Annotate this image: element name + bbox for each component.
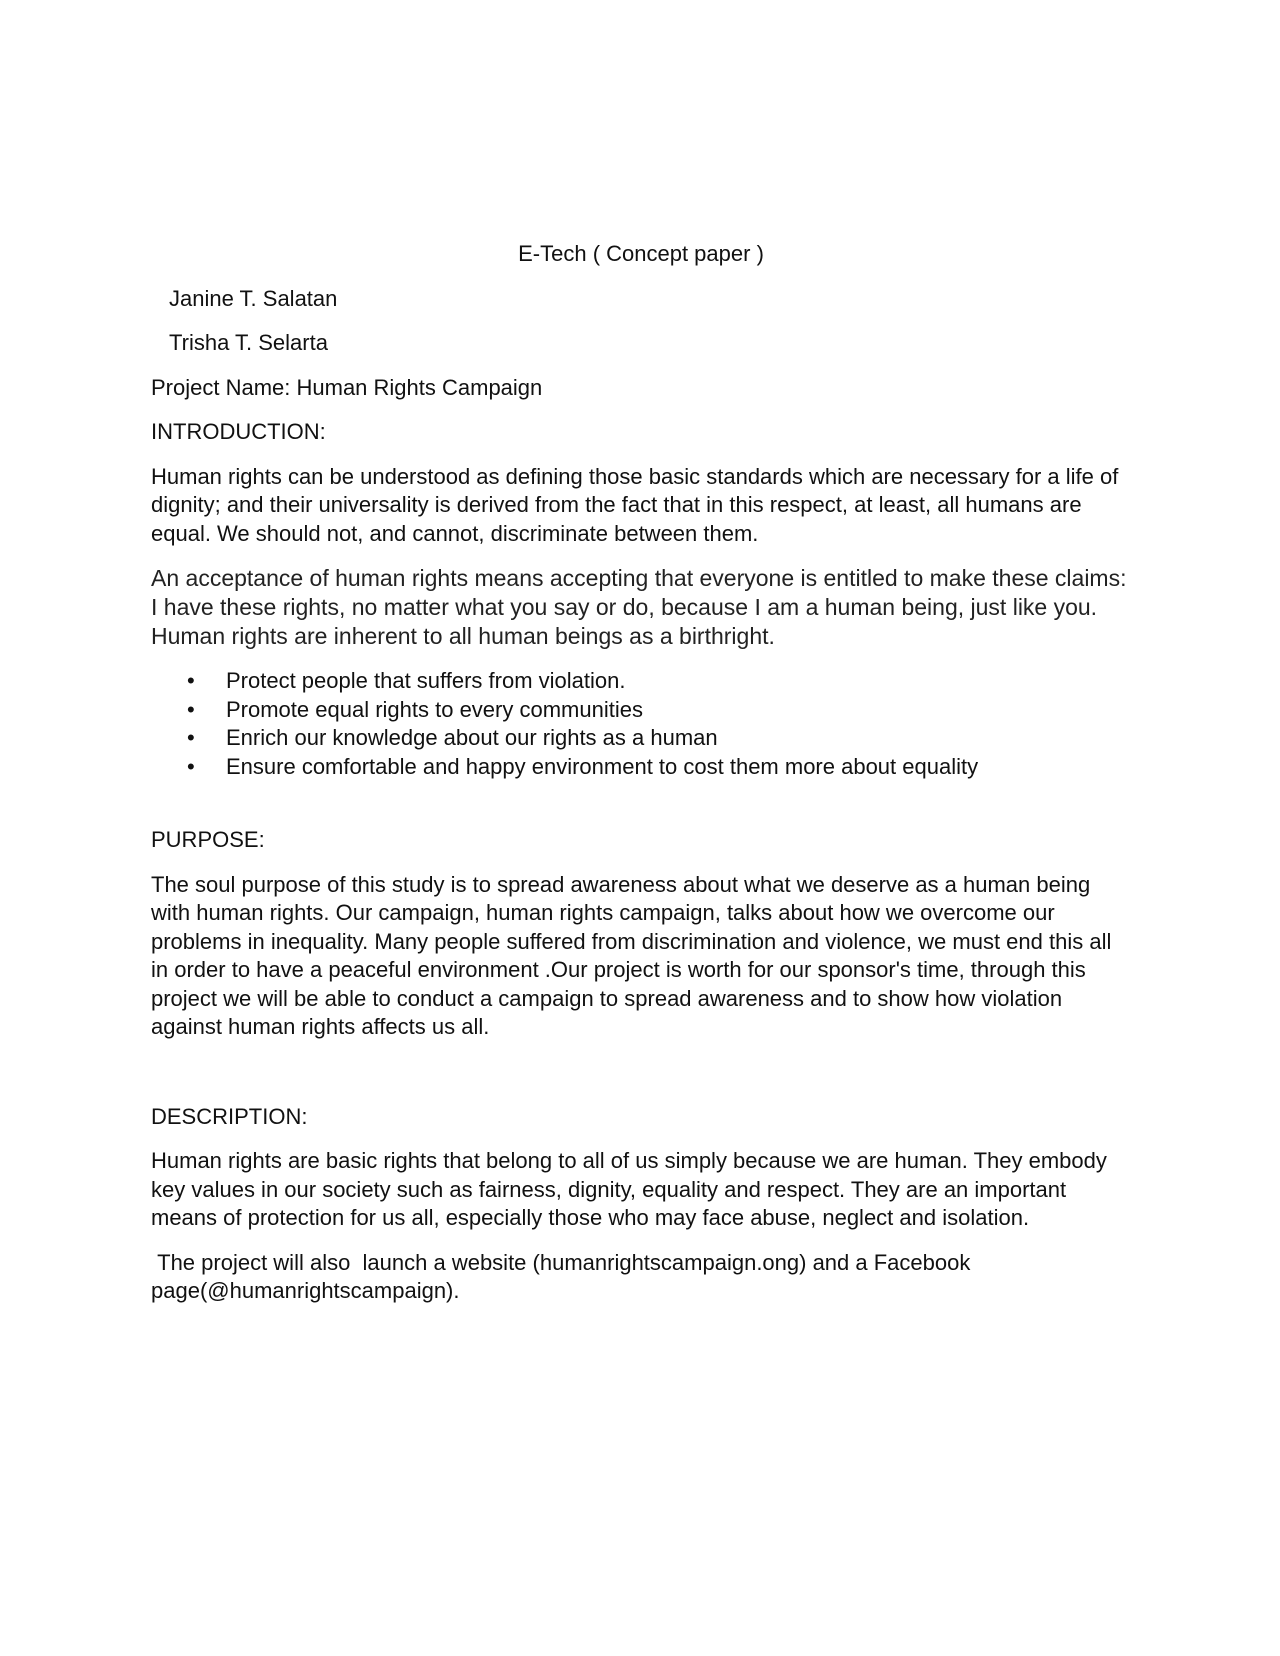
list-item-text: Promote equal rights to every communities [226,696,643,722]
bullet-icon: • [187,753,195,779]
description-heading: DESCRIPTION: [151,1103,308,1129]
list-item-text: Enrich our knowledge about our rights as a human [226,725,718,750]
purpose-paragraph: The soul purpose of this study is to spread awareness about what we deserve as a human being with human rights. Our campaign, human rights campaign, talks about how we overcome our problems in inequality. Many people suffered from discrimination and violence, we must end this all in order to have a peaceful environment .Our project is worth for our sponsor's time, through this project we will be able to conduct a campaign to spread awareness and to show how violation against human rights affects us all. [151,871,1112,1039]
list-item [151,724,1131,753]
author-2: Trisha T. Selarta [169,330,328,355]
spacer [151,1058,1131,1103]
author-1: Janine T. Salatan [169,285,338,311]
document-title: E-Tech ( Concept paper ) [518,241,764,266]
spacer [151,781,1131,826]
objectives-list [151,667,1131,781]
list-item [151,753,1131,782]
bullet-icon: • [187,696,195,722]
introduction-paragraph-1: Human rights can be understood as defining those basic standards which are necessary for a life of dignity; and their universality is derived from the fact that in this respect, at least, all humans are equal. We should not, and cannot, discriminate between them. [151,463,1119,546]
project-name: Project Name: Human Rights Campaign [151,374,543,400]
document-body [151,240,1131,1322]
description-paragraph-2: The project will also launch a website (humanrightscampaign.ong) and a Facebook page(@humanrightscampaign). [151,1249,977,1303]
purpose-heading: PURPOSE: [151,827,265,852]
bullet-icon: • [187,725,195,750]
introduction-paragraph-2: An acceptance of human rights means accepting that everyone is entitled to make these claims: I have these rights, no matter what you say or do, because I am a human being, just like you. Human rights are inherent to all human beings as a birthright. [151,565,1127,649]
introduction-heading: INTRODUCTION: [151,419,326,444]
list-item-text: Protect people that suffers from violation. [226,668,626,693]
list-item [151,667,1131,696]
list-item-text: Ensure comfortable and happy environment to cost them more about equality [226,753,979,779]
list-item [151,696,1131,725]
bullet-icon: • [187,668,195,693]
description-paragraph-1: Human rights are basic rights that belong to all of us simply because we are human. They embody key values in our society such as fairness, dignity, equality and respect. They are an important means of protection for us all, especially those who may face abuse, neglect and isolation. [151,1148,1107,1230]
